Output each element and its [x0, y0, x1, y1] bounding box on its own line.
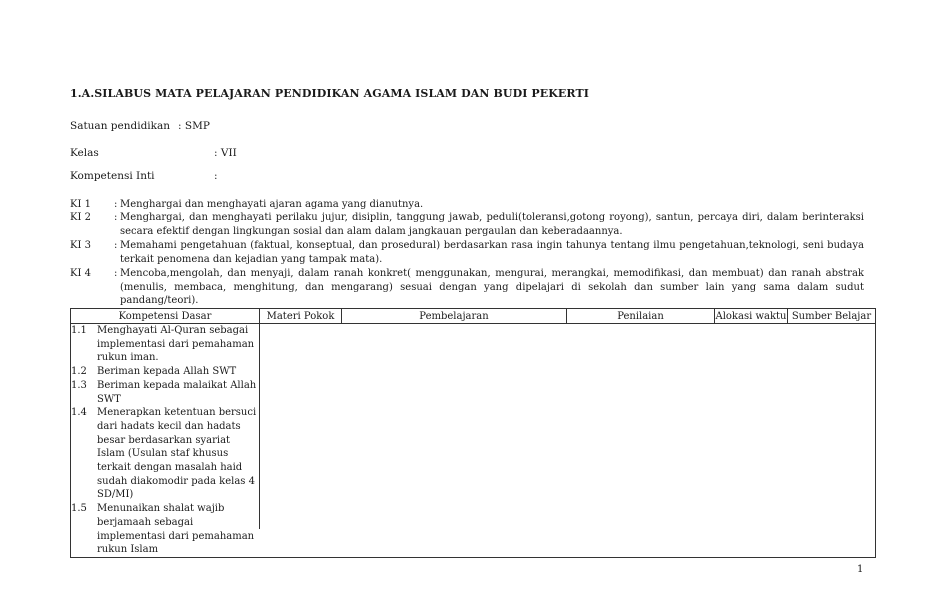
- ki-colon: :: [114, 268, 118, 279]
- ki-code: KI 3: [70, 240, 91, 251]
- field-value: :: [214, 170, 218, 182]
- list-item: [71, 379, 260, 406]
- ki-item: [70, 211, 864, 238]
- ki-colon: :: [114, 240, 118, 251]
- ki-code: KI 2: [70, 212, 91, 223]
- ki-text: Menghargai, dan menghayati perilaku jujur, disiplin, tanggung jawab, peduli(toleransi,gotong royong), santun, percaya diri, dalam berinteraksi secara efektif dengan lingkungan sosial dan alam dalam jangkauan pergaulan dan keberadaannya.: [120, 212, 864, 237]
- list-item: [71, 406, 260, 502]
- kd-number: 1.2: [71, 366, 87, 378]
- kd-text: Beriman kepada Allah SWT: [97, 366, 237, 378]
- ki-colon: :: [114, 212, 118, 223]
- ki-item: [70, 198, 864, 212]
- column-divider: [259, 322, 260, 529]
- kd-text: Menerapkan ketentuan bersuci dari hadats kecil dan hadats besar berdasarkan syariat Islam (Usulan staf khusus terkait dengan masalah haid sudah diakomodir pada kelas 4 SD/MI): [97, 407, 257, 501]
- field-label: Kompetensi Inti: [70, 170, 155, 182]
- list-item: [71, 502, 260, 557]
- kompetensi-dasar-list: [71, 324, 260, 557]
- document-title: 1.A.SILABUS MATA PELAJARAN PENDIDIKAN AGAMA ISLAM DAN BUDI PEKERTI: [70, 87, 589, 100]
- ki-colon: :: [114, 199, 118, 210]
- header-kompetensi-dasar: Kompetensi Dasar: [71, 309, 260, 324]
- field-value: : SMP: [178, 120, 210, 132]
- ki-code: KI 1: [70, 199, 91, 210]
- kd-number: 1.4: [71, 407, 87, 419]
- header-alokasi-waktu: Alokasi waktu: [715, 310, 787, 322]
- field-value: : VII: [214, 147, 237, 159]
- ki-text: Menghargai dan menghayati ajaran agama yang dianutnya.: [120, 199, 424, 210]
- kd-number: 1.5: [71, 503, 87, 515]
- kd-number: 1.3: [71, 379, 87, 391]
- field-kelas: [70, 147, 237, 159]
- header-penilaian: Penilaian: [567, 309, 715, 324]
- list-item: [71, 365, 260, 379]
- kd-number: 1.1: [71, 325, 87, 336]
- header-materi-pokok: Materi Pokok: [260, 309, 342, 324]
- field-kompetensi-inti: [70, 170, 218, 182]
- header-sumber-belajar: Sumber Belajar: [788, 309, 876, 324]
- ki-item: [70, 239, 864, 266]
- page-number: 1: [857, 564, 864, 575]
- table-header-row: [71, 309, 876, 324]
- ki-text: Mencoba,mengolah, dan menyaji, dalam ranah konkret( menggunakan, mengurai, merangkai, memodifikasi, dan membuat) dan ranah abstrak (menulis, membaca, menghitung, dan mengarang) sesuai dengan yang dipelajari di sekolah dan sumber lain yang sama dalam sudut pandang/teori).: [120, 268, 864, 306]
- field-satuan-pendidikan: [70, 120, 210, 132]
- list-item: [71, 324, 260, 365]
- ki-item: [70, 267, 864, 308]
- ki-code: KI 4: [70, 268, 91, 279]
- kd-text: Menunaikan shalat wajib berjamaah sebagai implementasi dari pemahaman rukun Islam: [97, 503, 255, 556]
- field-label: Kelas: [70, 147, 99, 159]
- header-pembelajaran: Pembelajaran: [342, 309, 567, 324]
- table-row: [71, 324, 876, 558]
- silabus-table: [70, 308, 876, 558]
- kd-text: Beriman kepada malaikat Allah SWT: [97, 379, 257, 405]
- kd-text: Menghayati Al-Quran sebagai implementasi dari pemahaman rukun iman.: [97, 325, 255, 364]
- ki-text: Memahami pengetahuan (faktual, konseptual, dan prosedural) berdasarkan rasa ingin tahunya tentang ilmu pengetahuan,teknologi, seni budaya terkait penomena dan kejadian yang tampak mata).: [120, 240, 864, 265]
- kompetensi-dasar-cell: [71, 324, 876, 558]
- field-label: Satuan pendidikan: [70, 120, 171, 132]
